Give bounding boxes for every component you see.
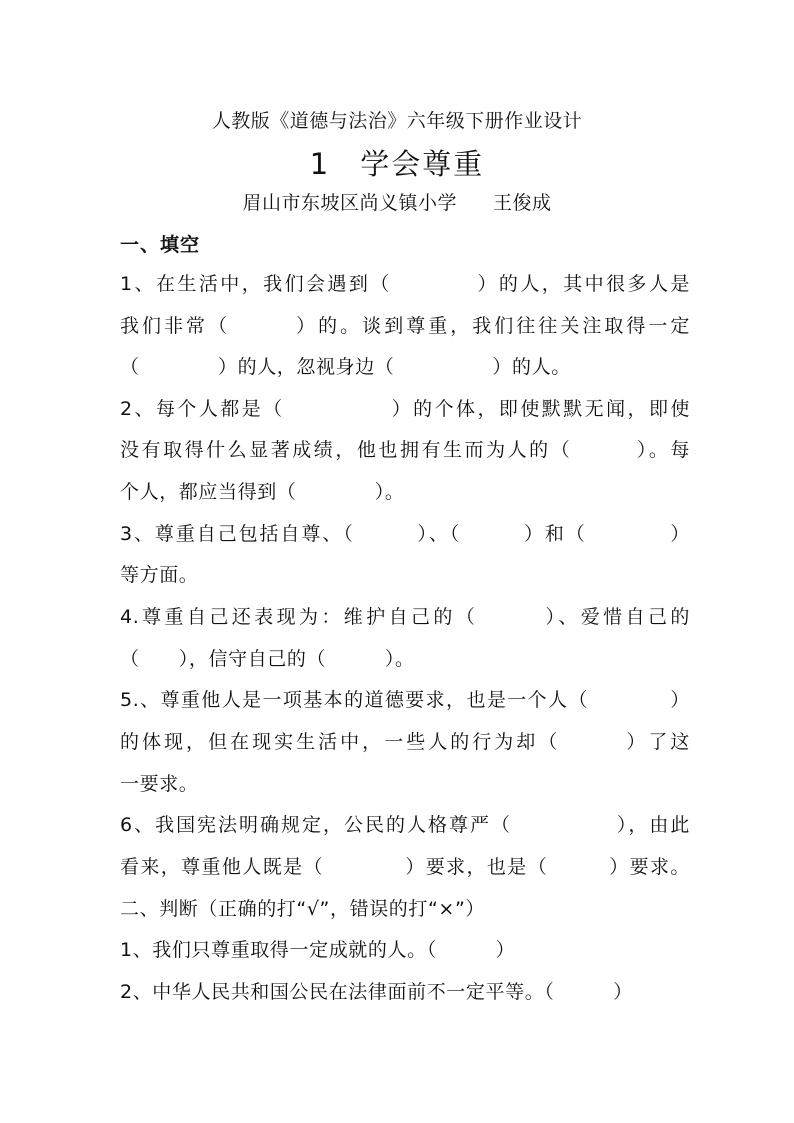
author-line (0, 188, 794, 215)
question-line: 4.尊重自己还表现为：维护自己的（ ）、爱惜自己的 (120, 606, 690, 628)
question-line: （ ）的人，忽视身边（ ）的人。 (120, 356, 571, 378)
section-heading-true-false: 二、判断（正确的打“√”，错误的打“×”） (120, 898, 486, 920)
school-name: 眉山市东坡区尚义镇小学 (242, 192, 457, 214)
section-heading-fill-blank: 一、填空 (120, 234, 201, 256)
question-line: 等方面。 (120, 564, 199, 586)
question-line: 3、尊重自己包括自尊、（ ）、（ ）和（ ） (120, 523, 690, 545)
author-name: 王俊成 (493, 192, 552, 214)
question-line: 一要求。 (120, 773, 199, 795)
question-line: 没有取得什么显著成绩，他也拥有生而为人的（ ）。每 (120, 439, 690, 461)
question-line: 1、我们只尊重取得一定成就的人。（ ） (120, 939, 516, 961)
question-line: 1、在生活中，我们会遇到（ ）的人，其中很多人是 (120, 273, 690, 295)
series-title: 人教版《道德与法治》六年级下册作业设计 (211, 110, 583, 132)
question-line: 看来，尊重他人既是（ ）要求，也是（ ）要求。 (120, 856, 690, 878)
question-line: 2、每个人都是（ ）的个体，即使默默无闻，即使 (120, 398, 690, 420)
question-line: 5.、尊重他人是一项基本的道德要求，也是一个人（ ） (120, 689, 690, 711)
question-line: （ ），信守自己的（ ）。 (120, 648, 415, 670)
lesson-title (0, 142, 794, 183)
question-line: 的体现，但在现实生活中，一些人的行为却（ ）了这 (120, 731, 690, 753)
lesson-number: 1 (309, 147, 331, 181)
lesson-name: 学会尊重 (360, 147, 485, 181)
question-line: 我们非常（ ）的。谈到尊重，我们往往关注取得一定 (120, 315, 690, 337)
question-line: 2、中华人民共和国公民在法律面前不一定平等。（ ） (120, 981, 633, 1003)
question-line: 6、我国宪法明确规定，公民的人格尊严（ ），由此 (120, 814, 690, 836)
question-line: 个人，都应当得到（ ）。 (120, 481, 405, 503)
